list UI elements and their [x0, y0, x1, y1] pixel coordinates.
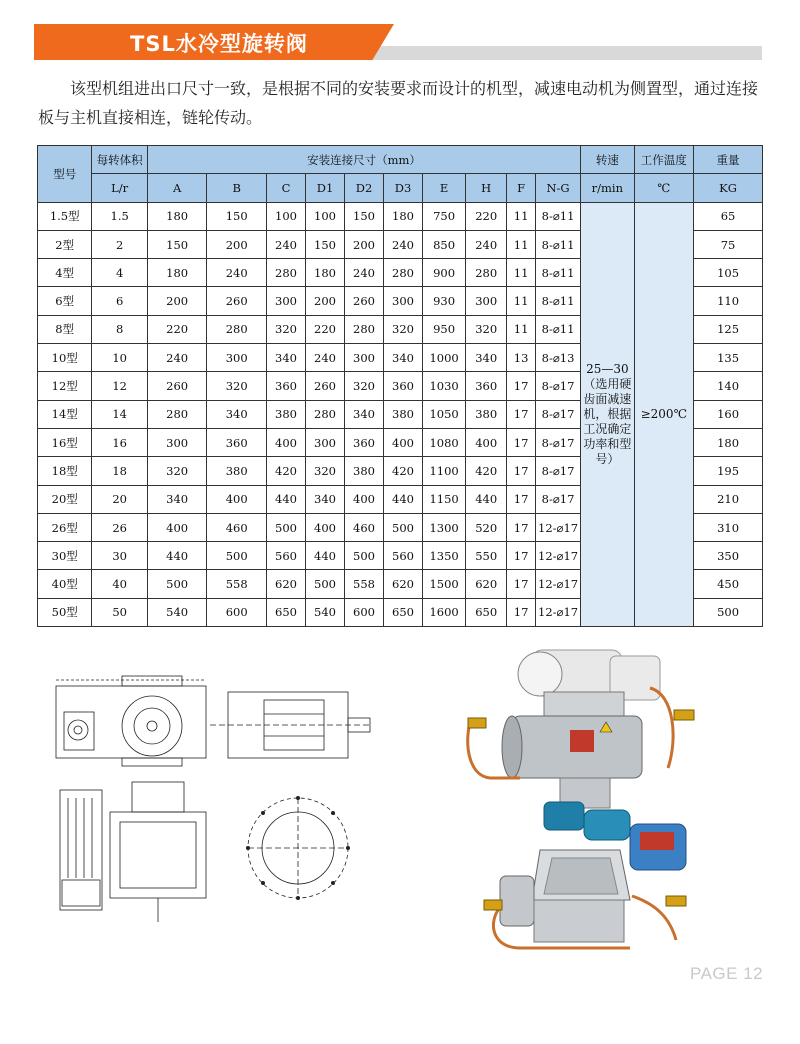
table-cell: 360	[466, 372, 507, 400]
table-cell: 240	[466, 230, 507, 258]
table-cell: 150	[147, 230, 207, 258]
table-cell: 220	[147, 315, 207, 343]
table-cell: 380	[207, 457, 267, 485]
table-cell: 1500	[423, 570, 466, 598]
table-cell: 8-⌀11	[535, 202, 580, 230]
cell-weight: 110	[694, 287, 763, 315]
cell-model: 18型	[38, 457, 92, 485]
table-cell: 8-⌀17	[535, 372, 580, 400]
table-cell: 300	[207, 344, 267, 372]
table-cell: 500	[345, 542, 384, 570]
table-cell: 380	[345, 457, 384, 485]
table-cell: 320	[466, 315, 507, 343]
col-header-speed: 转速	[581, 146, 634, 174]
cell-model: 10型	[38, 344, 92, 372]
table-cell: 930	[423, 287, 466, 315]
table-cell: 16	[92, 428, 147, 456]
col-header-weight: 重量	[694, 146, 763, 174]
table-cell: 8-⌀11	[535, 259, 580, 287]
table-cell: 30	[92, 542, 147, 570]
table-cell: 240	[266, 230, 305, 258]
table-cell: 620	[466, 570, 507, 598]
cell-weight: 310	[694, 513, 763, 541]
cell-weight: 195	[694, 457, 763, 485]
table-cell: 240	[345, 259, 384, 287]
cell-weight: 75	[694, 230, 763, 258]
table-cell: 650	[384, 598, 423, 626]
table-cell: 420	[266, 457, 305, 485]
table-cell: 17	[507, 570, 536, 598]
table-cell: 400	[266, 428, 305, 456]
unit-weight: KG	[694, 174, 763, 202]
cell-model: 4型	[38, 259, 92, 287]
table-cell: 620	[266, 570, 305, 598]
table-cell: 320	[345, 372, 384, 400]
drawing-body-plan	[110, 812, 206, 898]
table-cell: 950	[423, 315, 466, 343]
cell-model: 16型	[38, 428, 92, 456]
table-cell: 500	[305, 570, 344, 598]
table-cell: 300	[305, 428, 344, 456]
table-cell: 200	[305, 287, 344, 315]
table-cell: 11	[507, 315, 536, 343]
table-cell: 300	[147, 428, 207, 456]
table-cell: 340	[466, 344, 507, 372]
table-cell: 260	[345, 287, 384, 315]
table-body	[38, 202, 763, 626]
cell-weight: 135	[694, 344, 763, 372]
col-header-volume: 每转体积	[92, 146, 147, 174]
table-cell: 260	[305, 372, 344, 400]
unit-speed: r/min	[581, 174, 634, 202]
dim-header: C	[266, 174, 305, 202]
cell-model: 8型	[38, 315, 92, 343]
table-cell: 440	[384, 485, 423, 513]
table-cell: 340	[305, 485, 344, 513]
table-cell: 10	[92, 344, 147, 372]
table-cell: 240	[207, 259, 267, 287]
cell-weight: 140	[694, 372, 763, 400]
table-cell: 320	[384, 315, 423, 343]
table-cell: 180	[305, 259, 344, 287]
table-cell: 320	[207, 372, 267, 400]
cell-weight: 65	[694, 202, 763, 230]
table-cell: 8-⌀11	[535, 230, 580, 258]
cell-weight: 160	[694, 400, 763, 428]
dim-header: D2	[345, 174, 384, 202]
table-cell: 1030	[423, 372, 466, 400]
table-cell: 8-⌀17	[535, 400, 580, 428]
table-cell: 280	[305, 400, 344, 428]
cell-model: 12型	[38, 372, 92, 400]
cell-weight: 105	[694, 259, 763, 287]
table-cell: 650	[266, 598, 305, 626]
cell-model: 2型	[38, 230, 92, 258]
cell-model: 50型	[38, 598, 92, 626]
table-cell: 340	[345, 400, 384, 428]
table-cell: 600	[207, 598, 267, 626]
table-cell: 12-⌀17	[535, 542, 580, 570]
table-cell: 900	[423, 259, 466, 287]
table-cell: 320	[266, 315, 305, 343]
table-cell: 320	[147, 457, 207, 485]
dim-header: N-G	[535, 174, 580, 202]
table-cell: 17	[507, 513, 536, 541]
table-cell: 12-⌀17	[535, 513, 580, 541]
table-cell: 20	[92, 485, 147, 513]
table-cell: 11	[507, 287, 536, 315]
table-cell: 17	[507, 428, 536, 456]
cell-model: 1.5型	[38, 202, 92, 230]
table-cell: 300	[345, 344, 384, 372]
table-cell: 220	[466, 202, 507, 230]
cell-model: 20型	[38, 485, 92, 513]
table-cell: 1100	[423, 457, 466, 485]
table-cell: 14	[92, 400, 147, 428]
table-cell: 11	[507, 202, 536, 230]
table-cell: 500	[147, 570, 207, 598]
table-cell: 18	[92, 457, 147, 485]
table-cell: 180	[147, 202, 207, 230]
dim-header: D1	[305, 174, 344, 202]
col-header-install: 安装连接尺寸（mm）	[147, 146, 580, 174]
table-cell: 150	[345, 202, 384, 230]
table-cell: 150	[305, 230, 344, 258]
unit-temp: ℃	[634, 174, 694, 202]
table-cell: 560	[384, 542, 423, 570]
spec-table	[37, 145, 763, 627]
table-cell: 360	[345, 428, 384, 456]
drawing-rotor-circle	[122, 696, 182, 756]
table-cell: 550	[466, 542, 507, 570]
technical-drawing	[50, 672, 380, 932]
table-cell: 150	[207, 202, 267, 230]
table-cell: 100	[266, 202, 305, 230]
page-header	[34, 24, 762, 60]
table-cell: 400	[207, 485, 267, 513]
drawing-motor-plan	[60, 790, 102, 910]
table-cell: 440	[266, 485, 305, 513]
table-cell: 558	[207, 570, 267, 598]
table-cell: 260	[207, 287, 267, 315]
table-cell: 280	[266, 259, 305, 287]
dim-header: E	[423, 174, 466, 202]
cell-weight: 180	[694, 428, 763, 456]
table-cell: 340	[266, 344, 305, 372]
table-cell: 17	[507, 372, 536, 400]
table-cell: 380	[384, 400, 423, 428]
drawing-motor-box	[64, 712, 94, 750]
table-cell: 558	[345, 570, 384, 598]
table-cell: 1.5	[92, 202, 147, 230]
table-cell: 8-⌀17	[535, 485, 580, 513]
table-cell: 1150	[423, 485, 466, 513]
cell-weight: 125	[694, 315, 763, 343]
cell-model: 14型	[38, 400, 92, 428]
table-cell: 360	[384, 372, 423, 400]
table-cell: 26	[92, 513, 147, 541]
dim-header: A	[147, 174, 207, 202]
table-cell: 17	[507, 457, 536, 485]
unit-volume: L/r	[92, 174, 147, 202]
table-cell: 360	[266, 372, 305, 400]
table-cell: 460	[207, 513, 267, 541]
dim-header: B	[207, 174, 267, 202]
table-cell: 300	[466, 287, 507, 315]
table-cell: 17	[507, 542, 536, 570]
table-cell: 360	[207, 428, 267, 456]
product-photo-top	[480, 800, 700, 960]
cell-model: 26型	[38, 513, 92, 541]
table-cell: 12	[92, 372, 147, 400]
table-cell: 280	[466, 259, 507, 287]
table-cell: 13	[507, 344, 536, 372]
cell-weight: 450	[694, 570, 763, 598]
col-header-model: 型号	[38, 146, 92, 203]
dim-header: D3	[384, 174, 423, 202]
cell-speed-note: 25—30（选用硬齿面减速机，根据工况确定功率和型号）	[581, 202, 634, 626]
table-header-row	[38, 146, 763, 174]
table-cell: 420	[384, 457, 423, 485]
table-cell: 1300	[423, 513, 466, 541]
table-cell: 500	[207, 542, 267, 570]
table-cell: 4	[92, 259, 147, 287]
table-cell: 440	[466, 485, 507, 513]
table-cell: 400	[345, 485, 384, 513]
table-cell: 40	[92, 570, 147, 598]
table-cell: 500	[266, 513, 305, 541]
table-cell: 380	[266, 400, 305, 428]
table-cell: 340	[207, 400, 267, 428]
table-cell: 420	[466, 457, 507, 485]
table-cell: 200	[207, 230, 267, 258]
cell-weight: 210	[694, 485, 763, 513]
table-cell: 8-⌀13	[535, 344, 580, 372]
table-cell: 400	[384, 428, 423, 456]
table-cell: 17	[507, 485, 536, 513]
table-cell: 220	[305, 315, 344, 343]
table-cell: 8-⌀17	[535, 428, 580, 456]
table-cell: 200	[345, 230, 384, 258]
table-cell: 1050	[423, 400, 466, 428]
table-cell: 600	[345, 598, 384, 626]
table-cell: 320	[305, 457, 344, 485]
table-cell: 8	[92, 315, 147, 343]
table-cell: 340	[147, 485, 207, 513]
table-cell: 180	[384, 202, 423, 230]
table-cell: 750	[423, 202, 466, 230]
table-cell: 500	[384, 513, 423, 541]
cell-model: 40型	[38, 570, 92, 598]
table-cell: 240	[147, 344, 207, 372]
dim-header: H	[466, 174, 507, 202]
table-cell: 280	[147, 400, 207, 428]
cell-temp-note: ≥200℃	[634, 202, 694, 626]
page-title: TSL水冷型旋转阀	[130, 32, 308, 56]
table-cell: 8-⌀17	[535, 457, 580, 485]
dim-header: F	[507, 174, 536, 202]
cell-weight: 500	[694, 598, 763, 626]
table-cell: 8-⌀11	[535, 315, 580, 343]
table-cell: 8-⌀11	[535, 287, 580, 315]
table-cell: 560	[266, 542, 305, 570]
table-unit-row	[38, 174, 763, 202]
cell-weight: 350	[694, 542, 763, 570]
table-cell: 100	[305, 202, 344, 230]
table-cell: 280	[384, 259, 423, 287]
table-cell: 400	[305, 513, 344, 541]
table-cell: 540	[305, 598, 344, 626]
table-cell: 17	[507, 598, 536, 626]
table-cell: 200	[147, 287, 207, 315]
intro-paragraph: 该型机组进出口尺寸一致，是根据不同的安装要求而设计的机型，减速电动机为侧置型，通过连接板与主机直接相连，链轮传动。	[38, 79, 759, 127]
table-cell: 440	[147, 542, 207, 570]
cell-model: 30型	[38, 542, 92, 570]
table-cell: 400	[147, 513, 207, 541]
table-cell: 1000	[423, 344, 466, 372]
table-cell: 180	[147, 259, 207, 287]
table-row	[38, 202, 763, 230]
table-cell: 440	[305, 542, 344, 570]
col-header-temp: 工作温度	[634, 146, 694, 174]
table-cell: 1350	[423, 542, 466, 570]
table-cell: 400	[466, 428, 507, 456]
table-cell: 260	[147, 372, 207, 400]
table-cell: 520	[466, 513, 507, 541]
table-cell: 12-⌀17	[535, 570, 580, 598]
table-cell: 280	[345, 315, 384, 343]
table-cell: 11	[507, 230, 536, 258]
table-cell: 340	[384, 344, 423, 372]
table-cell: 850	[423, 230, 466, 258]
cell-model: 6型	[38, 287, 92, 315]
table-cell: 1600	[423, 598, 466, 626]
table-cell: 300	[266, 287, 305, 315]
table-cell: 620	[384, 570, 423, 598]
table-cell: 540	[147, 598, 207, 626]
product-photo-side	[460, 648, 710, 818]
drawing-gear	[68, 720, 88, 740]
table-cell: 380	[466, 400, 507, 428]
table-cell: 460	[345, 513, 384, 541]
table-cell: 650	[466, 598, 507, 626]
table-cell: 300	[384, 287, 423, 315]
page-number: PAGE 12	[690, 964, 764, 983]
table-cell: 17	[507, 400, 536, 428]
table-cell: 1080	[423, 428, 466, 456]
table-cell: 240	[305, 344, 344, 372]
table-cell: 240	[384, 230, 423, 258]
table-cell: 12-⌀17	[535, 598, 580, 626]
table-cell: 50	[92, 598, 147, 626]
table-cell: 6	[92, 287, 147, 315]
table-cell: 11	[507, 259, 536, 287]
table-cell: 280	[207, 315, 267, 343]
table-cell: 2	[92, 230, 147, 258]
